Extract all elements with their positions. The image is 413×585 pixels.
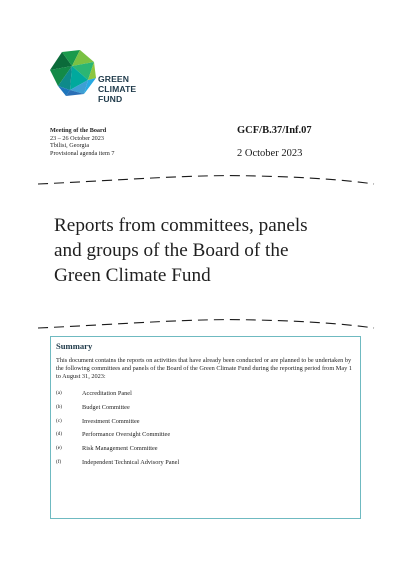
list-item <box>56 404 356 418</box>
summary-box <box>50 336 361 519</box>
list-marker: (d) <box>56 431 63 438</box>
wave-divider-bottom <box>36 318 376 330</box>
meeting-heading: Meeting of the Board <box>50 127 107 134</box>
list-item <box>56 418 356 432</box>
title-line-2: and groups of the Board of the <box>54 240 289 261</box>
document-date: 2 October 2023 <box>237 148 303 159</box>
logo-wordmark <box>98 74 136 104</box>
page-title <box>54 213 384 288</box>
meeting-agenda: Provisional agenda item 7 <box>50 149 115 157</box>
list-marker: (e) <box>56 445 62 452</box>
list-text: Performance Oversight Committee <box>82 431 171 439</box>
list-item <box>56 431 356 445</box>
wave-divider-top <box>36 174 376 186</box>
list-text: Risk Management Committee <box>82 445 158 453</box>
document-number: GCF/B.37/Inf.07 <box>237 125 312 136</box>
list-text: Investment Committee <box>82 417 140 425</box>
list-marker: (f) <box>56 458 62 465</box>
summary-heading: Summary <box>56 341 93 351</box>
list-item <box>56 459 356 473</box>
summary-body: This document contains the reports on activities that have already been conducted or are planned to be undertaken by the following committees and panels of the Board of the Green Climate Fund during the reporting period from May 1 to August 31, 2023: <box>56 357 353 381</box>
list-marker: (a) <box>56 390 62 396</box>
title-line-1: Reports from committees, panels <box>54 215 308 236</box>
logo-line-fund: FUND <box>98 94 123 104</box>
list-marker: (b) <box>56 403 63 410</box>
title-line-3: Green Climate Fund <box>54 265 211 286</box>
meeting-dates: 23 – 26 October 2023 <box>50 134 104 142</box>
list-item <box>56 390 356 404</box>
meeting-location: Tbilisi, Georgia <box>50 142 90 150</box>
committee-list <box>56 390 356 473</box>
list-text: Accreditation Panel <box>82 390 132 397</box>
list-marker: (c) <box>56 417 62 424</box>
list-text: Independent Technical Advisory Panel <box>82 458 180 466</box>
list-item <box>56 445 356 459</box>
logo-line-green: GREEN <box>98 74 130 84</box>
meeting-info <box>50 127 114 157</box>
list-text: Budget Committee <box>82 403 130 411</box>
logo-line-climate: CLIMATE <box>98 84 137 94</box>
